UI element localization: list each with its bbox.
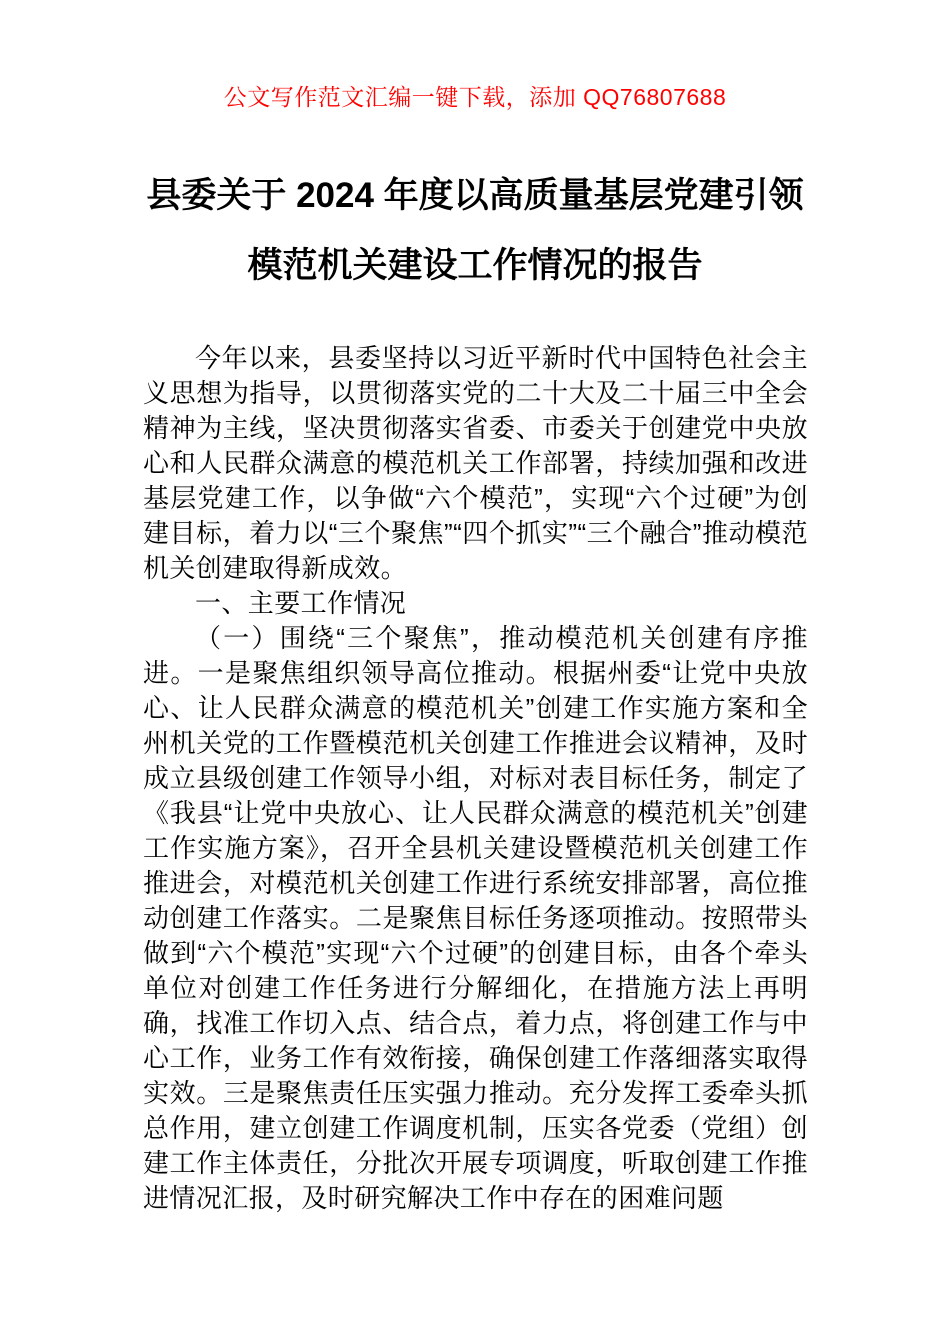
document-title-line-2: 模范机关建设工作情况的报告 (247, 246, 703, 285)
intro-paragraph: 今年以来，县委坚持以习近平新时代中国特色社会主义思想为指导，以贯彻落实党的二十大及二十届三中全会精神为主线，坚决贯彻落实省委、市委关于创建党中央放心和人民群众满意的模范机关工作部署，持续加强和改进基层党建工作，以争做“六个模范”，实现“六个过硬”为创建目标，着力以“三个聚焦”“四个抓实”“三个融合”推动模范机关创建取得新成效。 (143, 343, 808, 583)
document-title-line-1: 县委关于 2024 年度以高质量基层党建引领 (146, 176, 804, 215)
document-body (143, 341, 808, 1216)
document-title (0, 161, 950, 301)
qq-ad-banner: 公文写作范文汇编一键下载，添加 QQ76807688 (223, 84, 727, 110)
section-heading: 一、主要工作情况 (195, 588, 407, 618)
section-one-paragraph: （一）围绕“三个聚焦”，推动模范机关创建有序推进。一是聚焦组织领导高位推动。根据州委“让党中央放心、让人民群众满意的模范机关”创建工作实施方案和全州机关党的工作暨模范机关创建工作推进会议精神，及时成立县级创建工作领导小组，对标对表目标任务，制定了《我县“让党中央放心、让人民群众满意的模范机关”创建工作实施方案》，召开全县机关建设暨模范机关创建工作推进会，对模范机关创建工作进行系统安排部署，高位推动创建工作落实。二是聚焦目标任务逐项推动。按照带头做到“六个模范”实现“六个过硬”的创建目标，由各个牵头单位对创建工作任务进行分解细化，在措施方法上再明确，找准工作切入点、结合点，着力点，将创建工作与中心工作，业务工作有效衔接，确保创建工作落细落实取得实效。三是聚焦责任压实强力推动。充分发挥工委牵头抓总作用，建立创建工作调度机制，压实各党委（党组）创建工作主体责任，分批次开展专项调度，听取创建工作推进情况汇报，及时研究解决工作中存在的困难问题 (143, 623, 808, 1213)
